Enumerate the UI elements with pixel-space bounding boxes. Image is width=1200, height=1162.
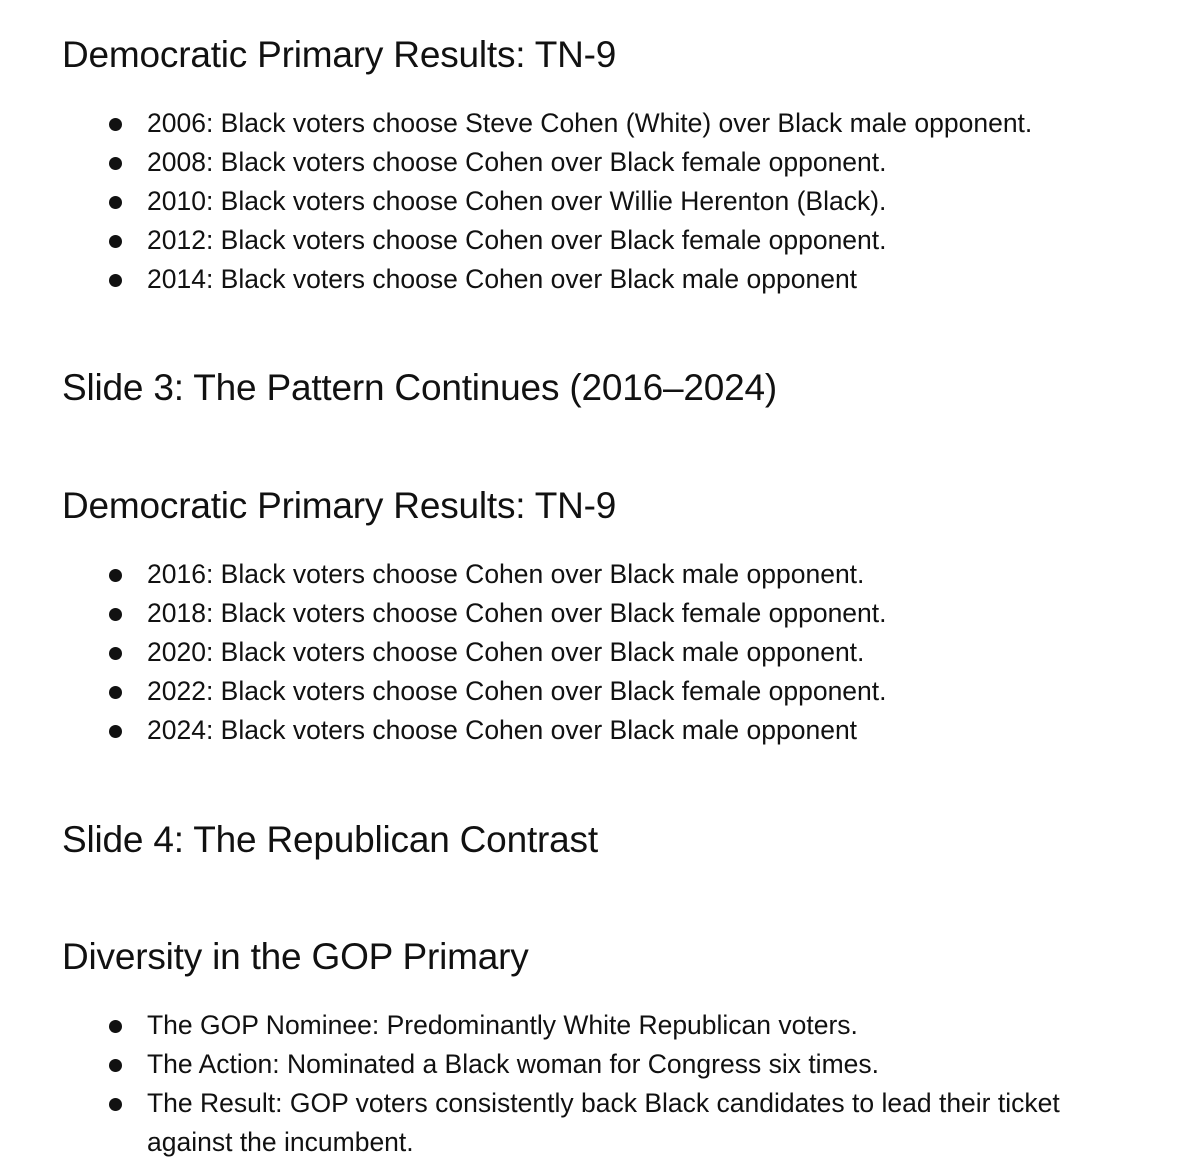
bullet-icon bbox=[109, 725, 122, 738]
bullet-icon bbox=[109, 196, 122, 209]
slide-heading: Slide 3: The Pattern Continues (2016–2024) bbox=[62, 367, 777, 408]
bullet-icon bbox=[109, 235, 122, 248]
list-item: The Action: Nominated a Black woman for Congress six times. bbox=[0, 1045, 1200, 1084]
bullet-icon bbox=[109, 1059, 122, 1072]
bullet-icon bbox=[109, 608, 122, 621]
list-item: 2006: Black voters choose Steve Cohen (White) over Black male opponent. bbox=[0, 104, 1200, 143]
section-heading: Diversity in the GOP Primary bbox=[62, 936, 529, 977]
list-item: 2020: Black voters choose Cohen over Black male opponent. bbox=[0, 633, 1200, 672]
list-item: The Result: GOP voters consistently back Black candidates to lead their ticket against the incumbent. bbox=[0, 1084, 1200, 1123]
section-heading: Democratic Primary Results: TN-9 bbox=[62, 485, 617, 526]
bullet-icon bbox=[109, 647, 122, 660]
list-item: 2014: Black voters choose Cohen over Black male opponent bbox=[0, 260, 1200, 299]
list-item: 2008: Black voters choose Cohen over Black female opponent. bbox=[0, 143, 1200, 182]
bullet-icon bbox=[109, 569, 122, 582]
bullet-icon bbox=[109, 118, 122, 131]
bullet-icon bbox=[109, 274, 122, 287]
list-item: 2022: Black voters choose Cohen over Black female opponent. bbox=[0, 672, 1200, 711]
bullet-icon bbox=[109, 1098, 122, 1111]
bullet-list bbox=[0, 1006, 1200, 1157]
list-item: 2010: Black voters choose Cohen over Willie Herenton (Black). bbox=[0, 182, 1200, 221]
list-item: 2016: Black voters choose Cohen over Black male opponent. bbox=[0, 555, 1200, 594]
bullet-list bbox=[0, 104, 1200, 299]
section-heading: Democratic Primary Results: TN-9 bbox=[62, 34, 617, 75]
list-item: 2018: Black voters choose Cohen over Black female opponent. bbox=[0, 594, 1200, 633]
list-item: The GOP Nominee: Predominantly White Republican voters. bbox=[0, 1006, 1200, 1045]
bullet-list bbox=[0, 555, 1200, 750]
list-item: 2012: Black voters choose Cohen over Black female opponent. bbox=[0, 221, 1200, 260]
list-item: 2024: Black voters choose Cohen over Black male opponent bbox=[0, 711, 1200, 750]
slide-heading: Slide 4: The Republican Contrast bbox=[62, 819, 598, 860]
list-item-continuation: against the incumbent. bbox=[147, 1127, 414, 1157]
bullet-icon bbox=[109, 157, 122, 170]
bullet-icon bbox=[109, 1020, 122, 1033]
bullet-icon bbox=[109, 686, 122, 699]
